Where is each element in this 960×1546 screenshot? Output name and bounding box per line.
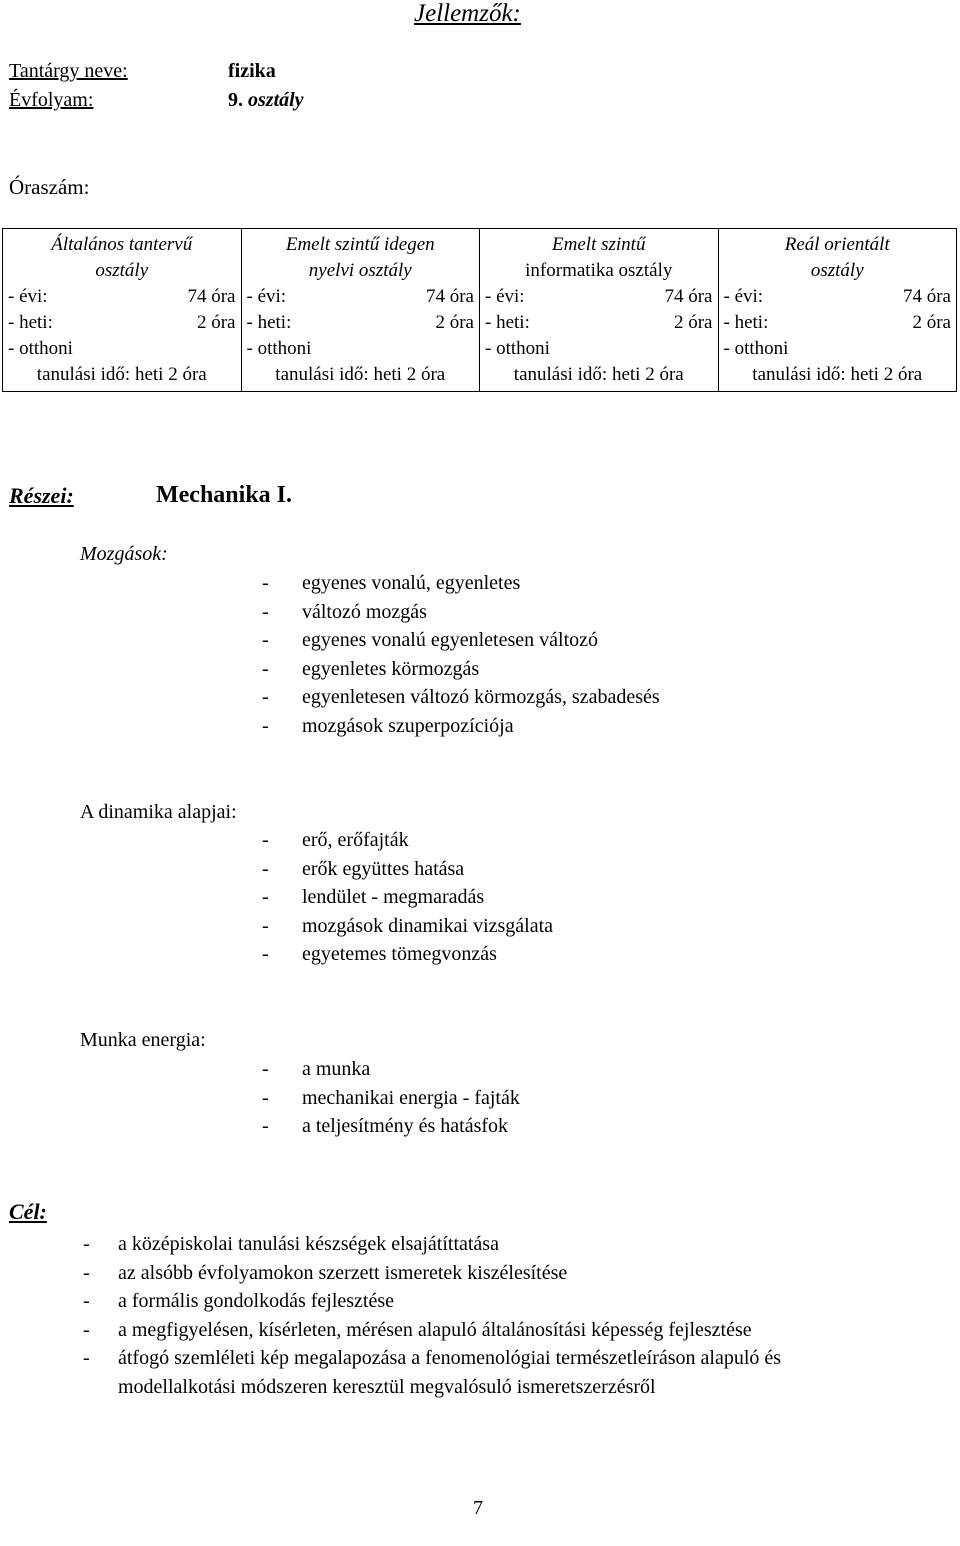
- parts-title: Mechanika I.: [156, 482, 293, 508]
- home-study-value: tanulási idő: heti 2 óra: [36, 364, 207, 385]
- page-number: 7: [473, 1497, 483, 1519]
- list-item: változó mozgás: [302, 600, 427, 623]
- list-item: a munka: [302, 1058, 371, 1080]
- home-study-value: tanulási idő: heti 2 óra: [275, 364, 446, 385]
- list-dash: -: [262, 572, 269, 594]
- list-item: egyenletes körmozgás: [302, 657, 480, 680]
- list-dash: -: [83, 1233, 90, 1255]
- class-name-1: Emelt szintű: [552, 234, 646, 255]
- list-dash: -: [262, 600, 269, 623]
- weekly-label: - heti:: [8, 312, 53, 333]
- list-item: a teljesítmény és hatásfok: [302, 1115, 509, 1138]
- hours-label: Óraszám:: [9, 175, 90, 199]
- subject-label: Tantárgy neve:: [9, 60, 128, 82]
- class-cell: [241, 229, 480, 392]
- class-name-2: osztály: [95, 260, 149, 281]
- section-heading: A dinamika alapjai:: [80, 801, 237, 823]
- weekly-label: - heti:: [246, 312, 292, 333]
- page-title: Jellemzők:: [414, 0, 521, 27]
- hours-table: [2, 228, 957, 392]
- weekly-value: 2 óra: [435, 312, 474, 333]
- list-item: mechanikai energia - fajták: [302, 1086, 520, 1109]
- list-item: lendület - megmaradás: [302, 886, 485, 909]
- list-item: a megfigyelésen, kísérleten, mérésen alapuló általánosítási képesség fejlesztése: [118, 1318, 752, 1341]
- class-name-1: Általános tantervű: [51, 234, 193, 255]
- yearly-label: - évi:: [246, 286, 287, 307]
- weekly-value: 2 óra: [196, 312, 236, 333]
- hours-table-row: [3, 229, 957, 392]
- list-item: egyetemes tömegvonzás: [302, 943, 497, 966]
- goal-label: Cél:: [9, 1199, 47, 1224]
- list-dash: -: [262, 857, 269, 880]
- class-name-2-text: informatika osztály: [525, 260, 673, 281]
- home-study-label: - otthoni: [723, 338, 789, 359]
- grade-number: 9.: [228, 89, 243, 111]
- list-item: átfogó szemléleti kép megalapozása a fenomenológiai természetleíráson alapuló és: [118, 1347, 782, 1370]
- home-study-label: - otthoni: [8, 338, 73, 359]
- list-dash: -: [262, 1058, 269, 1080]
- list-dash: -: [83, 1318, 90, 1341]
- list-item: mozgások dinamikai vizsgálata: [302, 914, 554, 937]
- list-dash: -: [262, 886, 269, 909]
- class-name-2: osztály: [810, 260, 864, 281]
- weekly-label: - heti:: [723, 312, 769, 333]
- grade-label: Évfolyam:: [9, 89, 94, 111]
- weekly-value: 2 óra: [673, 312, 713, 333]
- list-item: a középiskolai tanulási készségek elsajátíttatása: [118, 1233, 499, 1255]
- weekly-value: 2 óra: [912, 312, 951, 333]
- list-item: egyenes vonalú egyenletesen változó: [302, 629, 598, 652]
- yearly-label: - évi:: [8, 286, 48, 307]
- home-study-value: tanulási idő: heti 2 óra: [752, 364, 923, 385]
- goal-continuation: modellalkotási módszeren keresztül megvalósuló ismeretszerzésről: [118, 1376, 656, 1398]
- list-item: a formális gondolkodás fejlesztése: [118, 1290, 395, 1313]
- list-item: erő, erőfajták: [302, 829, 409, 851]
- weekly-label: - heti:: [485, 312, 530, 333]
- yearly-label: - évi:: [723, 286, 764, 307]
- list-item: az alsóbb évfolyamokon szerzett ismeretek kiszélesítése: [118, 1261, 568, 1284]
- class-name-2: [485, 258, 713, 284]
- list-dash: -: [83, 1290, 90, 1313]
- list-dash: -: [262, 1086, 269, 1109]
- yearly-value: 74 óra: [902, 286, 951, 307]
- parts-label: Részei:: [9, 483, 74, 508]
- home-study-label: - otthoni: [246, 338, 312, 359]
- class-cell: [480, 229, 719, 392]
- class-cell: [3, 229, 242, 392]
- section-heading: Mozgások:: [80, 543, 168, 565]
- list-dash: -: [262, 715, 269, 737]
- list-dash: -: [262, 829, 269, 851]
- class-name-1: Emelt szintű idegen: [285, 234, 435, 255]
- subject-value: fizika: [228, 60, 276, 82]
- grade-text: osztály: [248, 89, 304, 111]
- grade-value: [228, 87, 304, 113]
- yearly-value: 74 óra: [425, 286, 474, 307]
- list-item: mozgások szuperpozíciója: [302, 715, 514, 737]
- class-name-2: nyelvi osztály: [308, 260, 412, 281]
- section-heading: Munka energia:: [80, 1029, 206, 1051]
- list-item: egyenletesen változó körmozgás, szabadesés: [302, 686, 660, 709]
- list-dash: -: [262, 686, 269, 709]
- list-dash: -: [262, 914, 269, 937]
- class-name-1: Reál orientált: [784, 234, 890, 255]
- yearly-value: 74 óra: [187, 286, 236, 307]
- list-dash: -: [262, 943, 269, 966]
- yearly-label: - évi:: [485, 286, 525, 307]
- list-item: erők együttes hatása: [302, 857, 465, 880]
- list-dash: -: [83, 1261, 90, 1284]
- list-dash: -: [262, 1115, 269, 1138]
- list-dash: -: [262, 629, 269, 652]
- class-cell: [718, 229, 957, 392]
- list-dash: -: [262, 657, 269, 680]
- list-dash: -: [83, 1347, 90, 1370]
- home-study-label: - otthoni: [485, 338, 550, 359]
- list-item: egyenes vonalú, egyenletes: [302, 572, 521, 594]
- home-study-value: tanulási idő: heti 2 óra: [513, 364, 684, 385]
- yearly-value: 74 óra: [664, 286, 713, 307]
